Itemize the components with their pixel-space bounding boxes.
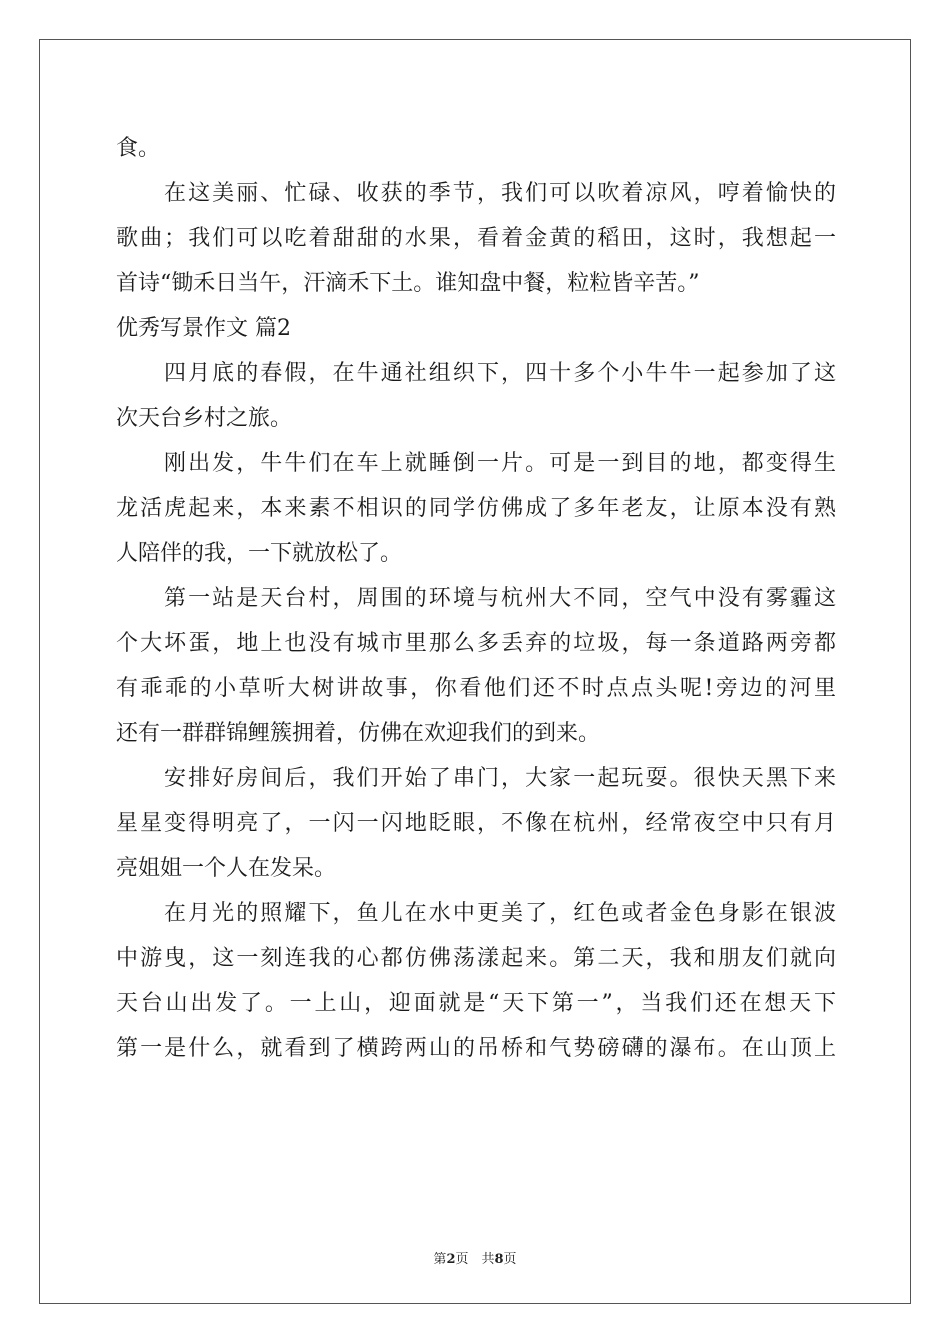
text-line: 歌曲；我们可以吃着甜甜的水果，看着金黄的稻田，这时，我想起一	[116, 226, 836, 251]
text-line: 第一是什么，就看到了横跨两山的吊桥和气势磅礴的瀑布。在山顶上	[116, 1036, 836, 1061]
page-prefix: 第	[433, 1252, 447, 1267]
text-line: 四月底的春假，在牛通社组织下，四十多个小牛牛一起参加了这	[164, 361, 836, 386]
section-heading: 优秀写景作文 篇2	[116, 316, 291, 341]
text-line: 食。	[116, 136, 161, 161]
page-number-current: 2	[446, 1252, 456, 1267]
text-line: 在这美丽、忙碌、收获的季节，我们可以吹着凉风，哼着愉快的	[164, 181, 836, 206]
text-line: 龙活虎起来，本来素不相识的同学仿佛成了多年老友，让原本没有熟	[116, 496, 836, 521]
text-line: 中游曳，这一刻连我的心都仿佛荡漾起来。第二天，我和朋友们就向	[116, 946, 836, 971]
text-line: 亮姐姐一个人在发呆。	[116, 856, 337, 881]
text-line: 人陪伴的我，一下就放松了。	[116, 541, 403, 566]
page-footer	[0, 1248, 950, 1267]
text-line: 安排好房间后，我们开始了串门，大家一起玩耍。很快天黑下来	[164, 766, 836, 791]
text-line: 天台山出发了。一上山，迎面就是“天下第一”，当我们还在想天下	[116, 991, 836, 1016]
text-line: 首诗“锄禾日当午，汗滴禾下土。谁知盘中餐，粒粒皆辛苦。”	[116, 271, 700, 296]
page-mid: 页 共	[455, 1252, 495, 1267]
document-body	[116, 126, 836, 1071]
text-line: 第一站是天台村，周围的环境与杭州大不同，空气中没有雾霾这	[164, 586, 836, 611]
text-line: 个大坏蛋，地上也没有城市里那么多丢弃的垃圾，每一条道路两旁都	[116, 631, 836, 656]
text-line: 在月光的照耀下，鱼儿在水中更美了，红色或者金色身影在银波	[164, 901, 836, 926]
text-line: 有乖乖的小草听大树讲故事，你看他们还不时点点头呢!旁边的河里	[116, 676, 836, 701]
text-line: 星星变得明亮了，一闪一闪地眨眼，不像在杭州，经常夜空中只有月	[116, 811, 836, 836]
text-line: 还有一群群锦鲤簇拥着，仿佛在欢迎我们的到来。	[116, 721, 601, 746]
text-line: 刚出发，牛牛们在车上就睡倒一片。可是一到目的地，都变得生	[164, 451, 836, 476]
page-number-total: 8	[494, 1252, 504, 1267]
text-line: 次天台乡村之旅。	[116, 406, 293, 431]
page-suffix: 页	[503, 1252, 517, 1267]
